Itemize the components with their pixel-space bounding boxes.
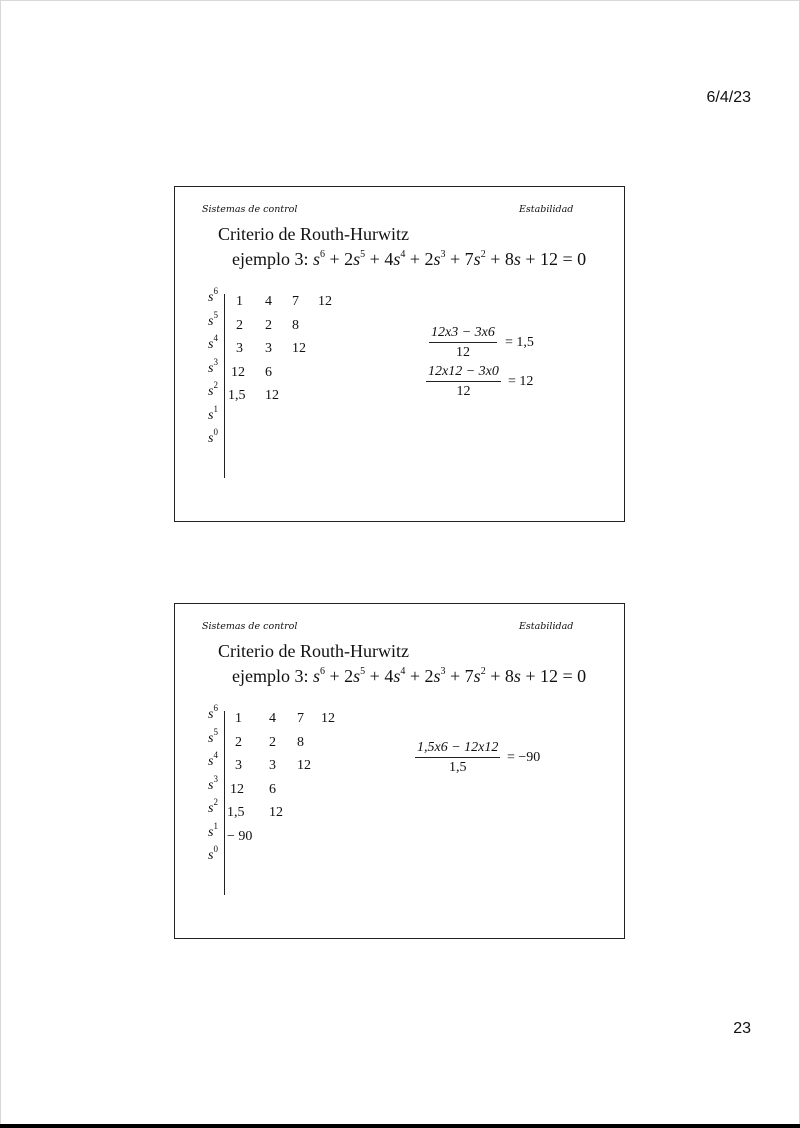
slide-header-left: Sistemas de control xyxy=(202,621,298,632)
routh-row-label: $s^5$ xyxy=(208,309,218,329)
routh-cell: 4 xyxy=(265,294,272,309)
routh-cell: 3 xyxy=(269,758,276,773)
slide-header-left: Sistemas de control xyxy=(202,204,298,215)
equation-term: + $2s^3$ xyxy=(405,249,446,269)
routh-row-label: $s^6$ xyxy=(208,703,218,722)
fraction-denominator: 1,5 xyxy=(448,760,467,775)
routh-row-label: $s^2$ xyxy=(208,797,218,816)
calc-fraction xyxy=(426,364,534,399)
equation-term: $s^6$ xyxy=(312,249,325,269)
equation-term: + $7s^2$ xyxy=(445,666,486,686)
calc-fraction xyxy=(415,740,541,775)
routh-cell: 12 xyxy=(292,341,306,356)
routh-row-label: $s^1$ xyxy=(208,820,218,840)
routh-row-label: $s^0$ xyxy=(208,427,218,446)
slide-header-right: Estabilidad xyxy=(519,621,574,632)
routh-cell: 1 xyxy=(235,711,242,726)
slide-2 xyxy=(174,603,625,939)
equation-terms xyxy=(313,666,586,686)
routh-cell: 2 xyxy=(265,317,272,333)
fraction-numerator: 12x3 − 3x6 xyxy=(429,325,497,343)
equation-terms xyxy=(313,249,586,269)
equation-term: + $2s^3$ xyxy=(405,666,446,686)
routh-cell: 12 xyxy=(230,781,244,797)
routh-cell: 1 xyxy=(236,294,243,309)
routh-cell: 8 xyxy=(297,734,304,750)
page-number: 23 xyxy=(733,1020,751,1037)
routh-row-label: $s^1$ xyxy=(208,403,218,423)
equation-term: + $7s^2$ xyxy=(445,249,486,269)
example-label: ejemplo 3: xyxy=(232,249,309,269)
fraction-numerator: 1,5x6 − 12x12 xyxy=(415,740,500,758)
routh-row-label: $s^4$ xyxy=(208,333,218,352)
routh-cell: 8 xyxy=(292,317,299,333)
equation-term: + $4s^4$ xyxy=(365,666,406,686)
routh-row-label: $s^2$ xyxy=(208,380,218,399)
page-bottom-rule xyxy=(0,1124,800,1128)
routh-cell: 2 xyxy=(269,734,276,750)
fraction-denominator: 12 xyxy=(456,384,471,399)
routh-cell: − 90 xyxy=(227,828,253,844)
routh-table-divider xyxy=(224,711,225,895)
fraction-result: = 12 xyxy=(508,374,534,389)
equation-term: + 8s xyxy=(485,666,521,686)
routh-cell: 1,5 xyxy=(227,805,245,820)
slide-title: Criterio de Routh-Hurwitz xyxy=(218,224,409,244)
equation-term: + $2s^5$ xyxy=(325,666,366,686)
routh-row-label: $s^3$ xyxy=(208,773,218,793)
fraction-result: = 1,5 xyxy=(505,335,534,350)
slide-header-right: Estabilidad xyxy=(519,204,574,215)
equation-term: $s^6$ xyxy=(312,666,325,686)
characteristic-equation xyxy=(232,666,586,687)
calc-fraction xyxy=(429,325,534,360)
example-label: ejemplo 3: xyxy=(232,666,309,686)
routh-cell: 12 xyxy=(297,758,311,773)
fraction-numerator: 12x12 − 3x0 xyxy=(426,364,501,382)
routh-cell: 3 xyxy=(235,758,242,773)
routh-cell: 7 xyxy=(297,711,304,726)
slide-title: Criterio de Routh-Hurwitz xyxy=(218,641,409,661)
slide-1 xyxy=(174,186,625,522)
routh-row-label: $s^3$ xyxy=(208,356,218,376)
routh-cell: 12 xyxy=(318,294,332,309)
equation-term: + 8s xyxy=(485,249,521,269)
routh-row-label: $s^0$ xyxy=(208,844,218,863)
page-date: 6/4/23 xyxy=(706,89,751,106)
equation-term: + $4s^4$ xyxy=(365,249,406,269)
fraction-result: = −90 xyxy=(507,750,541,765)
routh-cell: 3 xyxy=(265,341,272,356)
routh-cell: 2 xyxy=(235,734,242,750)
routh-cell: 6 xyxy=(269,781,276,797)
characteristic-equation xyxy=(232,249,586,270)
routh-cell: 4 xyxy=(269,711,276,726)
routh-row-label: $s^4$ xyxy=(208,750,218,769)
routh-cell: 1,5 xyxy=(228,388,246,403)
routh-cell: 2 xyxy=(236,317,243,333)
routh-cell: 6 xyxy=(265,364,272,380)
routh-cell: 12 xyxy=(265,388,279,403)
routh-cell: 12 xyxy=(231,364,245,380)
equation-tail: + 12 = 0 xyxy=(520,249,587,269)
routh-table-divider xyxy=(224,294,225,478)
equation-term: + $2s^5$ xyxy=(325,249,366,269)
equation-tail: + 12 = 0 xyxy=(520,666,587,686)
routh-cell: 12 xyxy=(269,805,283,820)
fraction-denominator: 12 xyxy=(455,345,470,360)
routh-row-label: $s^6$ xyxy=(208,286,218,305)
routh-row-label: $s^5$ xyxy=(208,726,218,746)
routh-cell: 7 xyxy=(292,294,299,309)
routh-cell: 12 xyxy=(321,711,335,726)
routh-cell: 3 xyxy=(236,341,243,356)
